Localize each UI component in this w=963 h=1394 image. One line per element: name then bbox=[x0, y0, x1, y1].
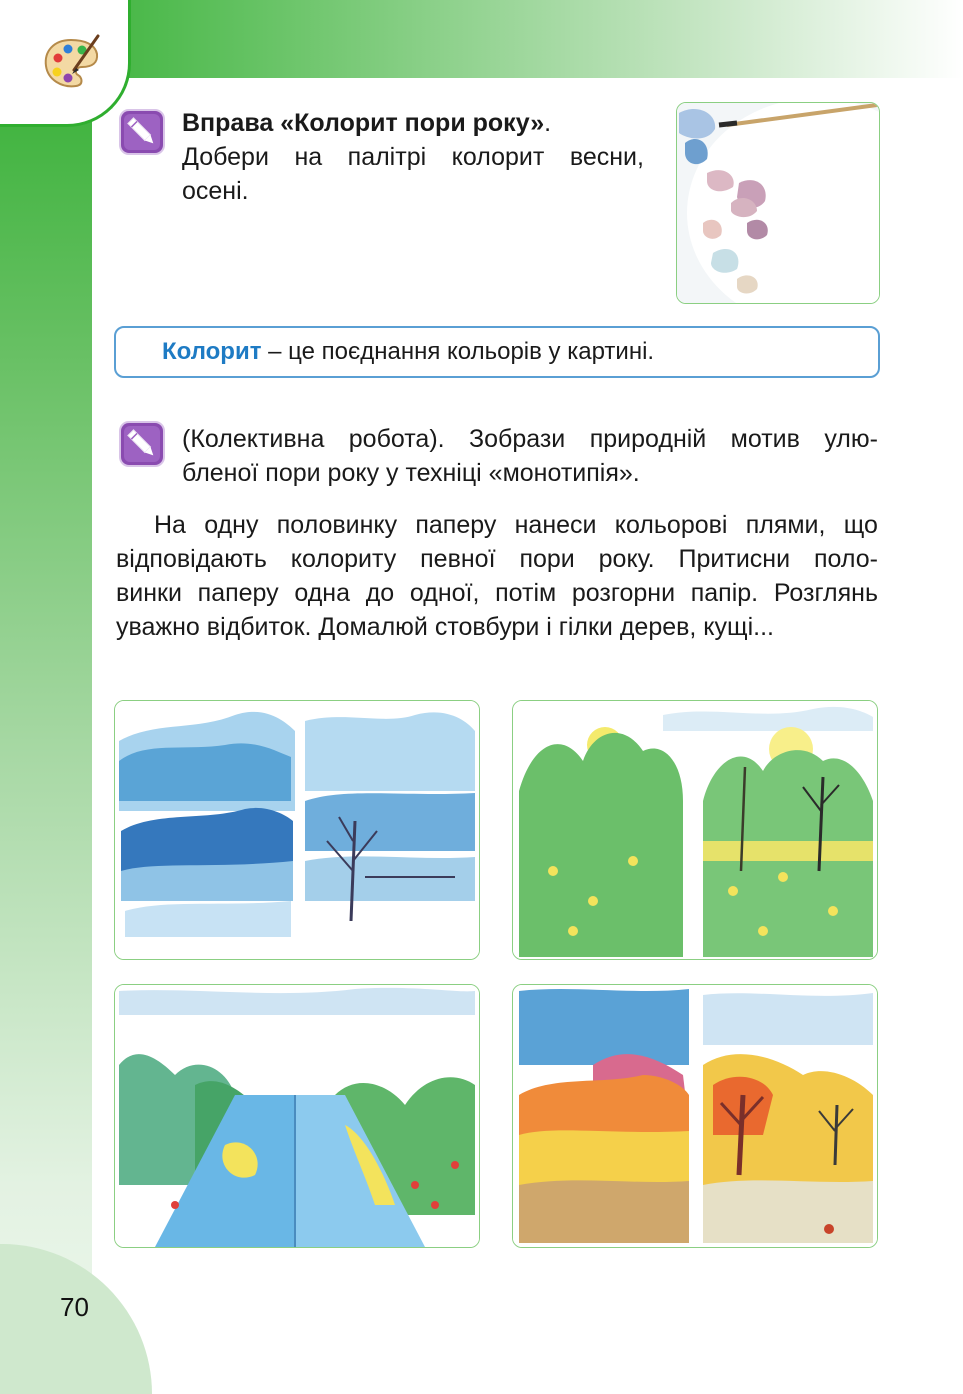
word: кольорові bbox=[614, 511, 728, 539]
word: Притисни bbox=[678, 545, 791, 573]
definition-term: Колорит bbox=[162, 338, 262, 365]
exercise-2-text bbox=[182, 422, 878, 490]
word: природній bbox=[589, 425, 707, 453]
word: плями, bbox=[745, 511, 826, 539]
word: робота). bbox=[348, 425, 445, 453]
exercise-1-text bbox=[182, 106, 644, 208]
top-decor-band bbox=[0, 0, 963, 78]
word: колорит bbox=[451, 143, 545, 171]
word: весни, bbox=[569, 143, 644, 171]
autumn-monotype-photo bbox=[512, 984, 878, 1248]
exercise-2-line1 bbox=[182, 422, 878, 456]
word: палітрі bbox=[347, 143, 427, 171]
word: одну bbox=[204, 511, 259, 539]
word: Добери bbox=[182, 143, 269, 171]
spring-monotype-photo bbox=[512, 700, 878, 960]
word: улю- bbox=[824, 425, 878, 453]
word: половинку bbox=[276, 511, 398, 539]
word: до bbox=[365, 579, 395, 607]
word: одної, bbox=[409, 579, 480, 607]
side-decor-band bbox=[0, 0, 92, 1394]
exercise-1-title-suffix: . bbox=[544, 109, 552, 137]
word: поло- bbox=[813, 545, 878, 573]
instructions-paragraph bbox=[116, 508, 878, 644]
palette-photo bbox=[676, 102, 880, 304]
definition-text: – це поєднання кольорів у картині. bbox=[261, 338, 655, 365]
instructions-line1 bbox=[116, 508, 878, 542]
definition-box bbox=[114, 326, 880, 378]
palette-badge bbox=[0, 0, 131, 127]
word: одна bbox=[294, 579, 351, 607]
pencil-icon bbox=[118, 420, 166, 468]
instructions-line2 bbox=[116, 542, 878, 576]
word: на bbox=[294, 143, 323, 171]
word: мотив bbox=[730, 425, 800, 453]
exercise-2-line2: бленої пори року у техніці «монотипія». bbox=[182, 459, 640, 487]
word: винки bbox=[116, 579, 182, 607]
word: розгорни bbox=[571, 579, 676, 607]
word: паперу bbox=[197, 579, 279, 607]
word: колориту bbox=[290, 545, 397, 573]
word: відповідають bbox=[116, 545, 267, 573]
winter-monotype-photo bbox=[114, 700, 480, 960]
pencil-icon bbox=[118, 108, 166, 156]
word: певної bbox=[420, 545, 496, 573]
word: На bbox=[154, 511, 186, 539]
word: Розглянь bbox=[773, 579, 878, 607]
exercise-1-line2 bbox=[182, 140, 644, 174]
page-number: 70 bbox=[60, 1292, 89, 1322]
word: що bbox=[843, 511, 878, 539]
word: Зобрази bbox=[469, 425, 566, 453]
word: паперу bbox=[415, 511, 497, 539]
word: (Колективна bbox=[182, 425, 325, 453]
exercise-1-line3: осені. bbox=[182, 177, 249, 205]
word: папір. bbox=[690, 579, 759, 607]
instructions-line3 bbox=[116, 576, 878, 610]
word: року. bbox=[598, 545, 655, 573]
word: пори bbox=[519, 545, 575, 573]
word: потім bbox=[495, 579, 557, 607]
summer-monotype-photo bbox=[114, 984, 480, 1248]
palette-icon bbox=[38, 30, 104, 96]
instructions-line4: уважно відбиток. Домалюй стовбури і гілки дерев, кущі... bbox=[116, 613, 774, 641]
exercise-1-title: Вправа «Колорит пори року» bbox=[182, 109, 545, 137]
word: нанеси bbox=[514, 511, 597, 539]
